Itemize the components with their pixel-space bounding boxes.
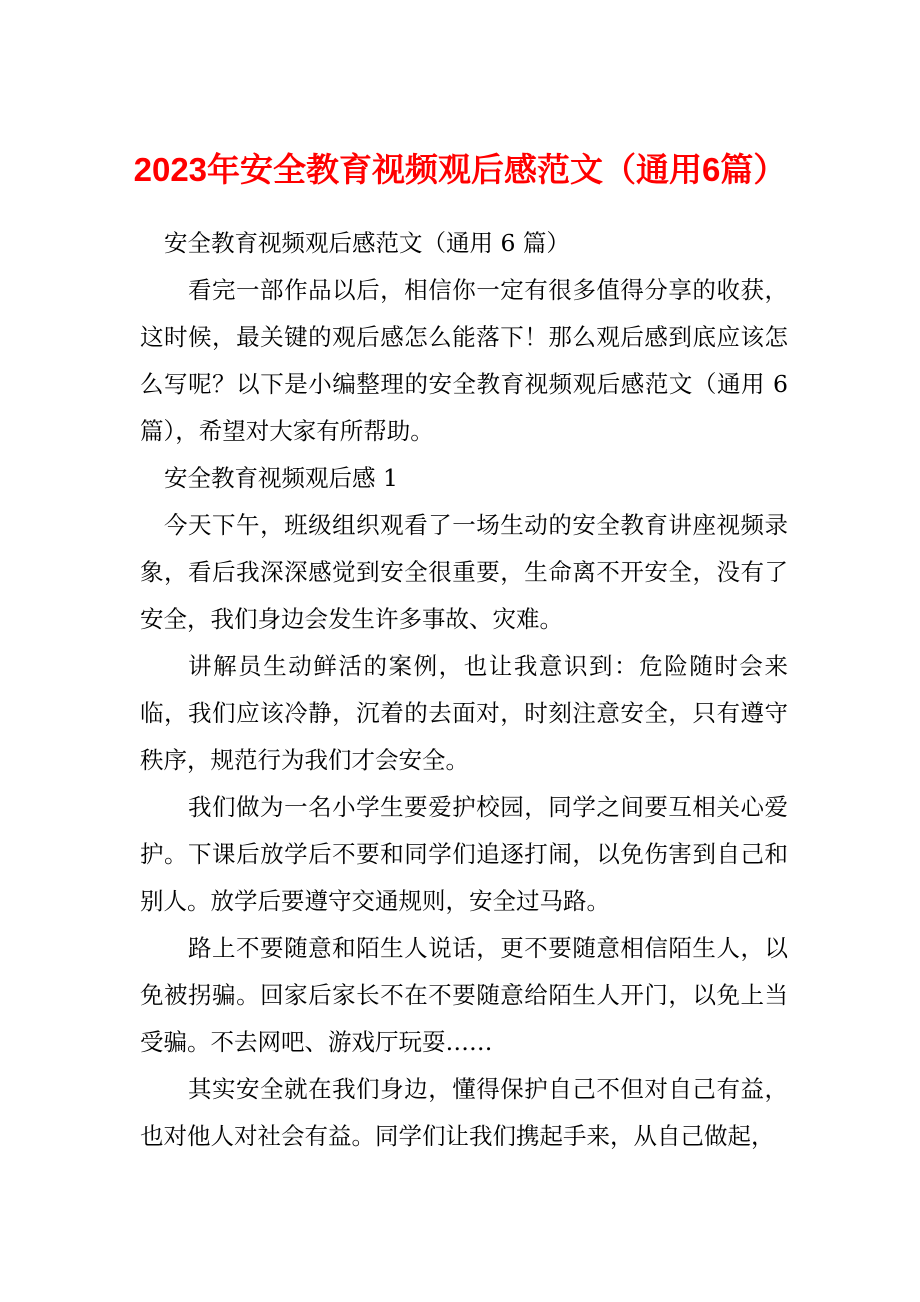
- paragraph: 讲解员生动鲜活的案例，也让我意识到：危险随时会来临，我们应该冷静，沉着的去面对，时刻注意安全，只有遵守秩序，规范行为我们才会安全。: [140, 652, 788, 774]
- section-heading: 安全教育视频观后感 1: [164, 464, 398, 492]
- paragraph: 其实安全就在我们身边，懂得保护自己不但对自己有益，也对他人对社会有益。同学们让我们携起手来，从自己做起，: [140, 1075, 788, 1150]
- document-subtitle: 安全教育视频观后感范文（通用 6 篇）: [164, 229, 570, 257]
- paragraph-intro: 看完一部作品以后，相信你一定有很多值得分享的收获，这时候，最关键的观后感怎么能落下！那么观后感到底应该怎么写呢？以下是小编整理的安全教育视频观后感范文（通用 6 篇），希望对大家有所帮助。: [140, 276, 788, 445]
- paragraph: 路上不要随意和陌生人说话，更不要随意相信陌生人，以免被拐骗。回家后家长不在不要随意给陌生人开门，以免上当受骗。不去网吧、游戏厅玩耍……: [140, 934, 788, 1056]
- paragraph: 今天下午，班级组织观看了一场生动的安全教育讲座视频录象，看后我深深感觉到安全很重要，生命离不开安全，没有了安全，我们身边会发生许多事故、灾难。: [140, 511, 788, 633]
- paragraph: 我们做为一名小学生要爱护校园，同学之间要互相关心爱护。下课后放学后不要和同学们追逐打闹，以免伤害到自己和别人。放学后要遵守交通规则，安全过马路。: [140, 793, 788, 915]
- document-title: 2023年安全教育视频观后感范文（通用6篇）: [133, 151, 787, 188]
- document-body: [140, 220, 788, 1160]
